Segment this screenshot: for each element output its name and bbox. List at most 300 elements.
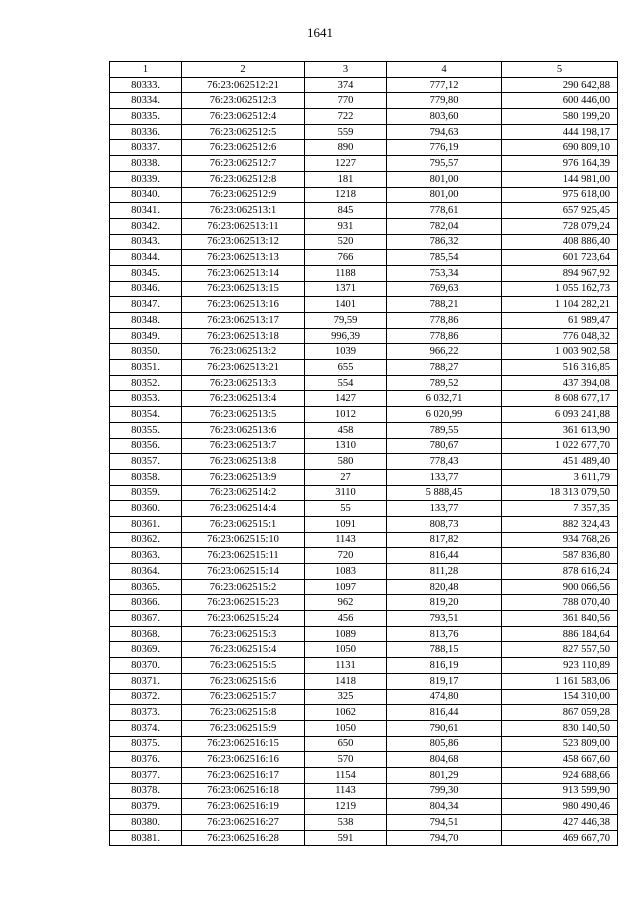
- specific-value-cell: 778,61: [387, 203, 502, 219]
- specific-value-cell: 804,68: [387, 752, 502, 768]
- specific-value-cell: 788,27: [387, 360, 502, 376]
- area-cell: 1083: [305, 564, 387, 580]
- cadastral-value-cell: 886 184,64: [502, 626, 618, 642]
- table-row: [110, 673, 618, 689]
- area-cell: 1091: [305, 516, 387, 532]
- cadastral-number-cell: 76:23:062513:12: [182, 234, 305, 250]
- table-row: [110, 564, 618, 580]
- area-cell: 1219: [305, 799, 387, 815]
- row-number-cell: 80370.: [110, 658, 182, 674]
- cadastral-value-cell: 913 599,90: [502, 783, 618, 799]
- cadastral-value-cell: 7 357,35: [502, 501, 618, 517]
- column-header-2: 2: [182, 62, 305, 78]
- cadastral-value-cell: 408 886,40: [502, 234, 618, 250]
- table-row: [110, 454, 618, 470]
- row-number-cell: 80366.: [110, 595, 182, 611]
- cadastral-number-cell: 76:23:062512:4: [182, 109, 305, 125]
- area-cell: 931: [305, 218, 387, 234]
- table-row: [110, 595, 618, 611]
- specific-value-cell: 801,00: [387, 171, 502, 187]
- specific-value-cell: 801,00: [387, 187, 502, 203]
- cadastral-value-cell: 867 059,28: [502, 705, 618, 721]
- cadastral-number-cell: 76:23:062515:2: [182, 579, 305, 595]
- cadastral-value-cell: 657 925,45: [502, 203, 618, 219]
- area-cell: 996,39: [305, 328, 387, 344]
- area-cell: 720: [305, 548, 387, 564]
- area-cell: 1050: [305, 720, 387, 736]
- specific-value-cell: 778,43: [387, 454, 502, 470]
- row-number-cell: 80355.: [110, 422, 182, 438]
- table-row: [110, 611, 618, 627]
- cadastral-number-cell: 76:23:062515:5: [182, 658, 305, 674]
- specific-value-cell: 816,19: [387, 658, 502, 674]
- specific-value-cell: 794,70: [387, 830, 502, 846]
- area-cell: 1310: [305, 438, 387, 454]
- cadastral-number-cell: 76:23:062512:9: [182, 187, 305, 203]
- row-number-cell: 80344.: [110, 250, 182, 266]
- area-cell: 1089: [305, 626, 387, 642]
- area-cell: 458: [305, 422, 387, 438]
- table-row: [110, 799, 618, 815]
- cadastral-value-cell: 600 446,00: [502, 93, 618, 109]
- cadastral-number-cell: 76:23:062516:27: [182, 815, 305, 831]
- row-number-cell: 80378.: [110, 783, 182, 799]
- table-row: [110, 171, 618, 187]
- cadastral-value-cell: 788 070,40: [502, 595, 618, 611]
- cadastral-value-cell: 827 557,50: [502, 642, 618, 658]
- specific-value-cell: 5 888,45: [387, 485, 502, 501]
- row-number-cell: 80363.: [110, 548, 182, 564]
- row-number-cell: 80341.: [110, 203, 182, 219]
- table-row: [110, 360, 618, 376]
- cadastral-value-cell: 776 048,32: [502, 328, 618, 344]
- row-number-cell: 80346.: [110, 281, 182, 297]
- area-cell: 520: [305, 234, 387, 250]
- table-row: [110, 218, 618, 234]
- cadastral-value-cell: 601 723,64: [502, 250, 618, 266]
- cadastral-value-cell: 523 809,00: [502, 736, 618, 752]
- cadastral-number-cell: 76:23:062515:14: [182, 564, 305, 580]
- area-cell: 1401: [305, 297, 387, 313]
- specific-value-cell: 753,34: [387, 265, 502, 281]
- cadastral-number-cell: 76:23:062513:3: [182, 375, 305, 391]
- area-cell: 538: [305, 815, 387, 831]
- table-row: [110, 705, 618, 721]
- row-number-cell: 80362.: [110, 532, 182, 548]
- table-row: [110, 485, 618, 501]
- cadastral-value-cell: 975 618,00: [502, 187, 618, 203]
- table-body: [110, 77, 618, 846]
- table-row: [110, 548, 618, 564]
- table-row: [110, 736, 618, 752]
- specific-value-cell: 780,67: [387, 438, 502, 454]
- area-cell: 559: [305, 124, 387, 140]
- specific-value-cell: 789,55: [387, 422, 502, 438]
- table-row: [110, 469, 618, 485]
- specific-value-cell: 776,19: [387, 140, 502, 156]
- cadastral-value-cell: 144 981,00: [502, 171, 618, 187]
- table-row: [110, 140, 618, 156]
- table-row: [110, 250, 618, 266]
- cadastral-value-cell: 154 310,00: [502, 689, 618, 705]
- area-cell: 1154: [305, 767, 387, 783]
- cadastral-number-cell: 76:23:062513:18: [182, 328, 305, 344]
- cadastral-number-cell: 76:23:062512:8: [182, 171, 305, 187]
- area-cell: 1143: [305, 783, 387, 799]
- specific-value-cell: 819,20: [387, 595, 502, 611]
- area-cell: 962: [305, 595, 387, 611]
- cadastral-number-cell: 76:23:062515:10: [182, 532, 305, 548]
- cadastral-number-cell: 76:23:062512:21: [182, 77, 305, 93]
- cadastral-number-cell: 76:23:062515:7: [182, 689, 305, 705]
- area-cell: 1218: [305, 187, 387, 203]
- row-number-cell: 80360.: [110, 501, 182, 517]
- column-header-5: 5: [502, 62, 618, 78]
- cadastral-number-cell: 76:23:062513:16: [182, 297, 305, 313]
- cadastral-value-cell: 587 836,80: [502, 548, 618, 564]
- specific-value-cell: 805,86: [387, 736, 502, 752]
- area-cell: 1227: [305, 156, 387, 172]
- cadastral-number-cell: 76:23:062515:23: [182, 595, 305, 611]
- row-number-cell: 80333.: [110, 77, 182, 93]
- cadastral-number-cell: 76:23:062516:18: [182, 783, 305, 799]
- specific-value-cell: 794,63: [387, 124, 502, 140]
- cadastral-number-cell: 76:23:062516:19: [182, 799, 305, 815]
- area-cell: 374: [305, 77, 387, 93]
- area-cell: 456: [305, 611, 387, 627]
- specific-value-cell: 820,48: [387, 579, 502, 595]
- cadastral-number-cell: 76:23:062515:8: [182, 705, 305, 721]
- specific-value-cell: 789,52: [387, 375, 502, 391]
- area-cell: 1371: [305, 281, 387, 297]
- area-cell: 580: [305, 454, 387, 470]
- cadastral-value-cell: 934 768,26: [502, 532, 618, 548]
- row-number-cell: 80353.: [110, 391, 182, 407]
- column-header-4: 4: [387, 62, 502, 78]
- specific-value-cell: 6 020,99: [387, 407, 502, 423]
- area-cell: 1131: [305, 658, 387, 674]
- cadastral-number-cell: 76:23:062513:7: [182, 438, 305, 454]
- cadastral-value-cell: 290 642,88: [502, 77, 618, 93]
- page-number: 1641: [307, 25, 333, 40]
- row-number-cell: 80361.: [110, 516, 182, 532]
- area-cell: 570: [305, 752, 387, 768]
- table-row: [110, 234, 618, 250]
- specific-value-cell: 966,22: [387, 344, 502, 360]
- row-number-cell: 80377.: [110, 767, 182, 783]
- cadastral-value-cell: 1 161 583,06: [502, 673, 618, 689]
- row-number-cell: 80367.: [110, 611, 182, 627]
- cadastral-value-cell: 924 688,66: [502, 767, 618, 783]
- specific-value-cell: 778,86: [387, 313, 502, 329]
- cadastral-number-cell: 76:23:062513:5: [182, 407, 305, 423]
- cadastral-value-cell: 894 967,92: [502, 265, 618, 281]
- column-header-3: 3: [305, 62, 387, 78]
- table-row: [110, 391, 618, 407]
- row-number-cell: 80352.: [110, 375, 182, 391]
- cadastral-number-cell: 76:23:062513:14: [182, 265, 305, 281]
- cadastral-value-cell: 878 616,24: [502, 564, 618, 580]
- specific-value-cell: 786,32: [387, 234, 502, 250]
- table-row: [110, 77, 618, 93]
- row-number-cell: 80339.: [110, 171, 182, 187]
- cadastral-number-cell: 76:23:062512:7: [182, 156, 305, 172]
- specific-value-cell: 804,34: [387, 799, 502, 815]
- row-number-cell: 80337.: [110, 140, 182, 156]
- cadastral-value-cell: 469 667,70: [502, 830, 618, 846]
- table-row: [110, 375, 618, 391]
- table-row: [110, 313, 618, 329]
- table-row: [110, 815, 618, 831]
- specific-value-cell: 795,57: [387, 156, 502, 172]
- row-number-cell: 80364.: [110, 564, 182, 580]
- row-number-cell: 80357.: [110, 454, 182, 470]
- table-row: [110, 516, 618, 532]
- cadastral-number-cell: 76:23:062513:8: [182, 454, 305, 470]
- cadastral-number-cell: 76:23:062513:4: [182, 391, 305, 407]
- cadastral-value-cell: 900 066,56: [502, 579, 618, 595]
- cadastral-number-cell: 76:23:062516:16: [182, 752, 305, 768]
- cadastral-value-cell: 980 490,46: [502, 799, 618, 815]
- table-row: [110, 93, 618, 109]
- specific-value-cell: 133,77: [387, 469, 502, 485]
- row-number-cell: 80351.: [110, 360, 182, 376]
- row-number-cell: 80335.: [110, 109, 182, 125]
- row-number-cell: 80365.: [110, 579, 182, 595]
- specific-value-cell: 811,28: [387, 564, 502, 580]
- table-row: [110, 752, 618, 768]
- cadastral-value-cell: 361 613,90: [502, 422, 618, 438]
- cadastral-number-cell: 76:23:062515:11: [182, 548, 305, 564]
- area-cell: 770: [305, 93, 387, 109]
- specific-value-cell: 799,30: [387, 783, 502, 799]
- specific-value-cell: 801,29: [387, 767, 502, 783]
- table-row: [110, 767, 618, 783]
- table-row: [110, 438, 618, 454]
- cadastral-number-cell: 76:23:062512:3: [182, 93, 305, 109]
- cadastral-number-cell: 76:23:062513:21: [182, 360, 305, 376]
- area-cell: 27: [305, 469, 387, 485]
- row-number-cell: 80371.: [110, 673, 182, 689]
- cadastral-number-cell: 76:23:062515:9: [182, 720, 305, 736]
- cadastral-value-cell: 923 110,89: [502, 658, 618, 674]
- row-number-cell: 80343.: [110, 234, 182, 250]
- table-row: [110, 642, 618, 658]
- table-row: [110, 501, 618, 517]
- row-number-cell: 80334.: [110, 93, 182, 109]
- area-cell: 650: [305, 736, 387, 752]
- cadastral-value-cell: 516 316,85: [502, 360, 618, 376]
- area-cell: 591: [305, 830, 387, 846]
- row-number-cell: 80358.: [110, 469, 182, 485]
- cadastral-value-cell: 580 199,20: [502, 109, 618, 125]
- row-number-cell: 80349.: [110, 328, 182, 344]
- row-number-cell: 80369.: [110, 642, 182, 658]
- cadastral-value-cell: 8 608 677,17: [502, 391, 618, 407]
- table-row: [110, 203, 618, 219]
- specific-value-cell: 808,73: [387, 516, 502, 532]
- row-number-cell: 80350.: [110, 344, 182, 360]
- row-number-cell: 80376.: [110, 752, 182, 768]
- area-cell: 655: [305, 360, 387, 376]
- specific-value-cell: 790,61: [387, 720, 502, 736]
- table-row: [110, 579, 618, 595]
- area-cell: 1062: [305, 705, 387, 721]
- cadastral-value-cell: 1 055 162,73: [502, 281, 618, 297]
- cadastral-value-cell: 830 140,50: [502, 720, 618, 736]
- cadastral-number-cell: 76:23:062515:3: [182, 626, 305, 642]
- table-row: [110, 328, 618, 344]
- cadastral-number-cell: 76:23:062514:2: [182, 485, 305, 501]
- specific-value-cell: 788,15: [387, 642, 502, 658]
- cadastral-number-cell: 76:23:062512:6: [182, 140, 305, 156]
- table-row: [110, 783, 618, 799]
- row-number-cell: 80381.: [110, 830, 182, 846]
- table-row: [110, 830, 618, 846]
- area-cell: 181: [305, 171, 387, 187]
- cadastral-value-cell: 61 989,47: [502, 313, 618, 329]
- cadastral-value-cell: 882 324,43: [502, 516, 618, 532]
- cadastral-value-cell: 18 313 079,50: [502, 485, 618, 501]
- row-number-cell: 80342.: [110, 218, 182, 234]
- table-row: [110, 297, 618, 313]
- area-cell: 79,59: [305, 313, 387, 329]
- specific-value-cell: 779,80: [387, 93, 502, 109]
- cadastral-value-cell: 728 079,24: [502, 218, 618, 234]
- table-row: [110, 344, 618, 360]
- cadastral-value-cell: 361 840,56: [502, 611, 618, 627]
- specific-value-cell: 794,51: [387, 815, 502, 831]
- table-row: [110, 532, 618, 548]
- area-cell: 3110: [305, 485, 387, 501]
- cadastral-number-cell: 76:23:062512:5: [182, 124, 305, 140]
- cadastral-number-cell: 76:23:062513:17: [182, 313, 305, 329]
- specific-value-cell: 817,82: [387, 532, 502, 548]
- cadastral-number-cell: 76:23:062513:13: [182, 250, 305, 266]
- specific-value-cell: 793,51: [387, 611, 502, 627]
- specific-value-cell: 803,60: [387, 109, 502, 125]
- area-cell: 845: [305, 203, 387, 219]
- row-number-cell: 80348.: [110, 313, 182, 329]
- row-number-cell: 80345.: [110, 265, 182, 281]
- row-number-cell: 80373.: [110, 705, 182, 721]
- column-header-1: 1: [110, 62, 182, 78]
- cadastral-number-cell: 76:23:062513:6: [182, 422, 305, 438]
- area-cell: 1097: [305, 579, 387, 595]
- cadastral-value-cell: 6 093 241,88: [502, 407, 618, 423]
- cadastral-value-cell: 690 809,10: [502, 140, 618, 156]
- table-row: [110, 109, 618, 125]
- specific-value-cell: 819,17: [387, 673, 502, 689]
- row-number-cell: 80356.: [110, 438, 182, 454]
- cadastral-number-cell: 76:23:062515:6: [182, 673, 305, 689]
- cadastral-number-cell: 76:23:062515:24: [182, 611, 305, 627]
- cadastral-value-cell: 1 022 677,70: [502, 438, 618, 454]
- table-row: [110, 281, 618, 297]
- specific-value-cell: 474,80: [387, 689, 502, 705]
- cadastral-number-cell: 76:23:062513:1: [182, 203, 305, 219]
- table-row: [110, 156, 618, 172]
- cadastral-value-cell: 976 164,39: [502, 156, 618, 172]
- cadastral-number-cell: 76:23:062516:17: [182, 767, 305, 783]
- cadastral-number-cell: 76:23:062513:15: [182, 281, 305, 297]
- row-number-cell: 80380.: [110, 815, 182, 831]
- row-number-cell: 80347.: [110, 297, 182, 313]
- area-cell: 1188: [305, 265, 387, 281]
- cadastral-number-cell: 76:23:062516:15: [182, 736, 305, 752]
- row-number-cell: 80336.: [110, 124, 182, 140]
- row-number-cell: 80379.: [110, 799, 182, 815]
- specific-value-cell: 813,76: [387, 626, 502, 642]
- cadastral-number-cell: 76:23:062516:28: [182, 830, 305, 846]
- row-number-cell: 80354.: [110, 407, 182, 423]
- area-cell: 1418: [305, 673, 387, 689]
- specific-value-cell: 777,12: [387, 77, 502, 93]
- table-row: [110, 265, 618, 281]
- table-row: [110, 658, 618, 674]
- row-number-cell: 80372.: [110, 689, 182, 705]
- cadastral-value-cell: 458 667,60: [502, 752, 618, 768]
- cadastral-value-cell: 451 489,40: [502, 454, 618, 470]
- specific-value-cell: 788,21: [387, 297, 502, 313]
- row-number-cell: 80374.: [110, 720, 182, 736]
- area-cell: 554: [305, 375, 387, 391]
- specific-value-cell: 782,04: [387, 218, 502, 234]
- row-number-cell: 80375.: [110, 736, 182, 752]
- table-row: [110, 407, 618, 423]
- cadastral-number-cell: 76:23:062513:11: [182, 218, 305, 234]
- area-cell: 1012: [305, 407, 387, 423]
- cadastral-value-cell: 3 611,79: [502, 469, 618, 485]
- area-cell: 55: [305, 501, 387, 517]
- area-cell: 1050: [305, 642, 387, 658]
- table-row: [110, 422, 618, 438]
- area-cell: 722: [305, 109, 387, 125]
- cadastral-value-cell: 1 104 282,21: [502, 297, 618, 313]
- specific-value-cell: 133,77: [387, 501, 502, 517]
- area-cell: 890: [305, 140, 387, 156]
- specific-value-cell: 816,44: [387, 705, 502, 721]
- row-number-cell: 80368.: [110, 626, 182, 642]
- row-number-cell: 80340.: [110, 187, 182, 203]
- area-cell: 1427: [305, 391, 387, 407]
- table-row: [110, 124, 618, 140]
- cadastral-number-cell: 76:23:062513:9: [182, 469, 305, 485]
- table-row: [110, 187, 618, 203]
- cadastral-value-cell: 427 446,38: [502, 815, 618, 831]
- cadastral-number-cell: 76:23:062515:1: [182, 516, 305, 532]
- area-cell: 766: [305, 250, 387, 266]
- cadastral-value-cell: 437 394,08: [502, 375, 618, 391]
- area-cell: 325: [305, 689, 387, 705]
- area-cell: 1039: [305, 344, 387, 360]
- cadastral-value-table: [109, 61, 618, 846]
- table-header-row: [110, 62, 618, 78]
- specific-value-cell: 778,86: [387, 328, 502, 344]
- row-number-cell: 80338.: [110, 156, 182, 172]
- table-row: [110, 626, 618, 642]
- table-row: [110, 720, 618, 736]
- row-number-cell: 80359.: [110, 485, 182, 501]
- specific-value-cell: 785,54: [387, 250, 502, 266]
- table-row: [110, 689, 618, 705]
- specific-value-cell: 769,63: [387, 281, 502, 297]
- cadastral-value-cell: 1 003 902,58: [502, 344, 618, 360]
- cadastral-number-cell: 76:23:062514:4: [182, 501, 305, 517]
- cadastral-number-cell: 76:23:062515:4: [182, 642, 305, 658]
- area-cell: 1143: [305, 532, 387, 548]
- specific-value-cell: 816,44: [387, 548, 502, 564]
